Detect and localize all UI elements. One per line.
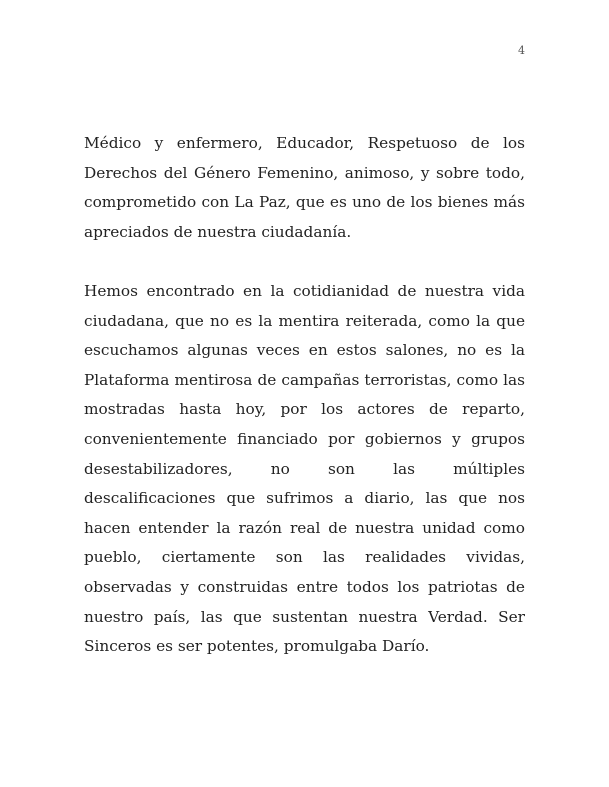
- paragraph-2: Hemos encontrado en la cotidianidad de nuestra vida ciudadana, que no es la mentira reiterada, como la que escuchamos algunas veces en estos salones, no es la Plataforma mentirosa de campañas terroristas, como las mostradas hasta hoy, por los actores de reparto, convenientemente financiado por gobiernos y grupos desestabilizadores, no son las múltiples descalificaciones que sufrimos a diario, las que nos hacen entender la razón real de nuestra unidad como pueblo, ciertamente son las realidades vividas, observadas y construidas entre todos los patriotas de nuestro país, las que sustentan nuestra Verdad. Ser Sinceros es ser potentes, promulgaba Darío.: [84, 281, 525, 656]
- document-body: [84, 129, 525, 691]
- paragraph-1: Médico y enfermero, Educador, Respetuoso de los Derechos del Género Femenino, animoso, y sobre todo, comprometido con La Paz, que es uno de los bienes más apreciados de nuestra ciudadanía.: [84, 134, 525, 241]
- page-number: 4: [518, 44, 525, 57]
